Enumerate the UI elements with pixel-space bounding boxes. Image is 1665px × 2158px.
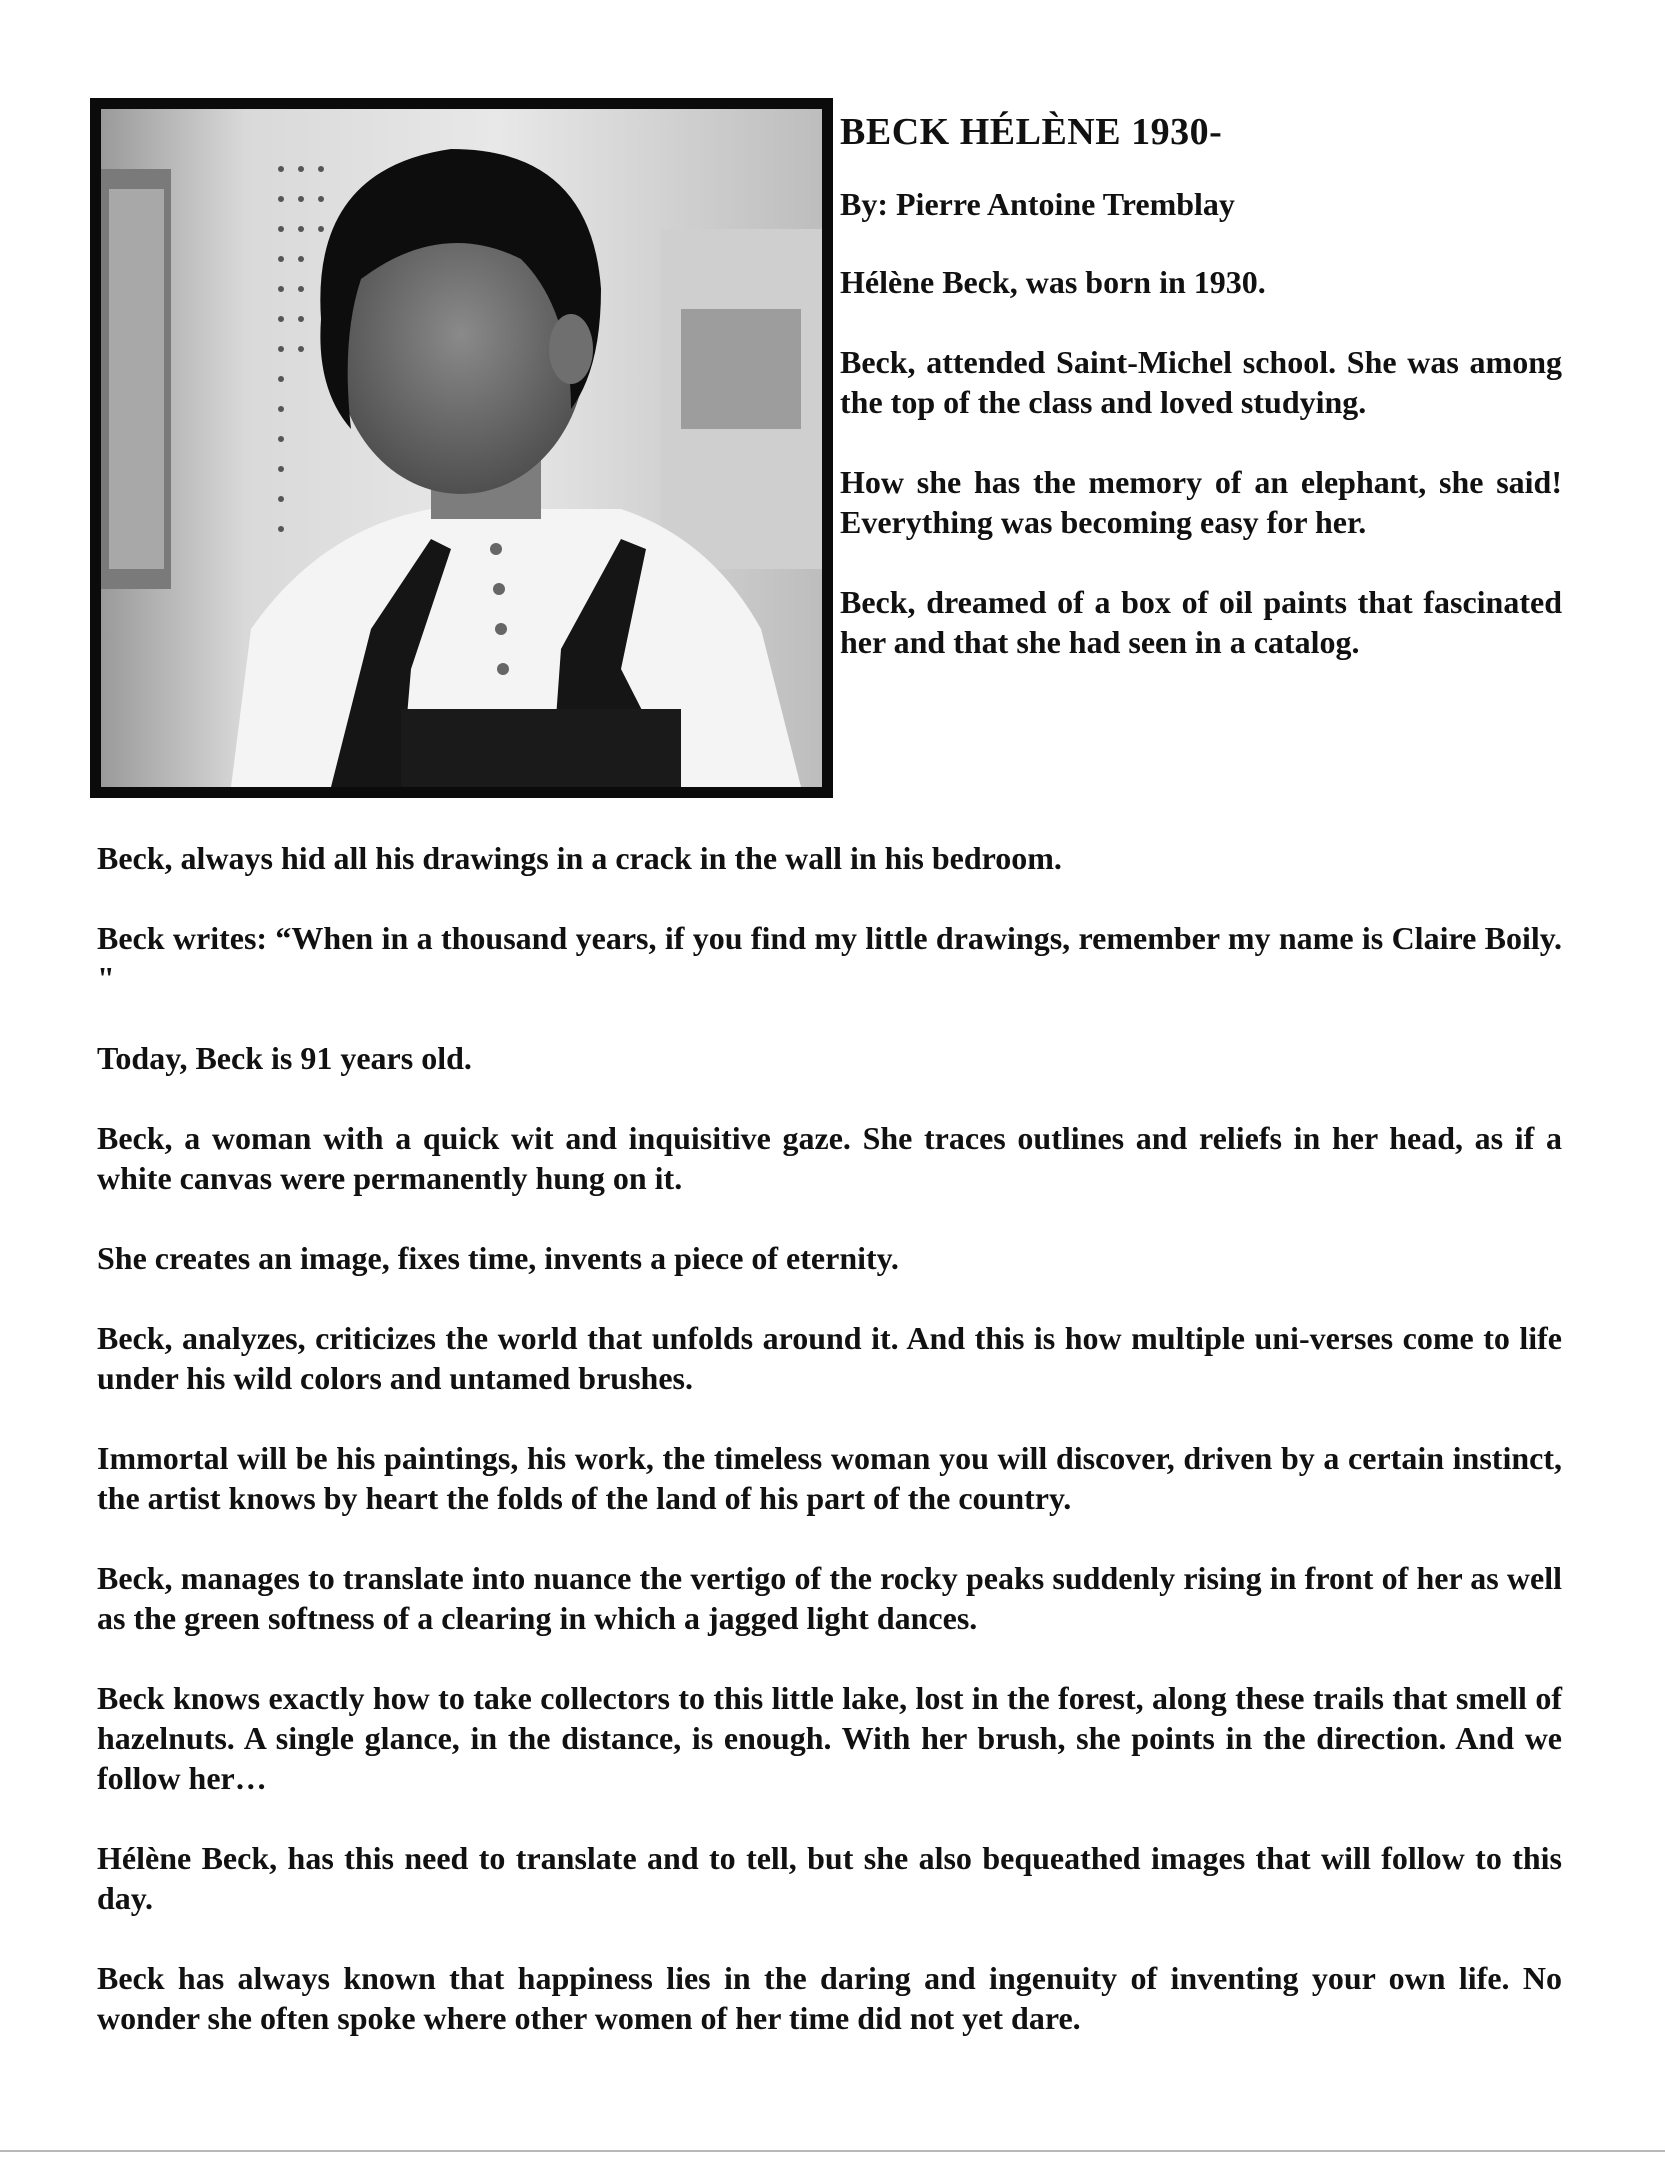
paragraph: Today, Beck is 91 years old. [97,1040,472,1076]
paragraph: Beck, always hid all his drawings in a crack in the wall in his bedroom. [97,840,1062,876]
paragraph: Beck knows exactly how to take collectors to this little lake, lost in the forest, along these trails that smell of hazelnuts. A single glance, in the distance, is enough. With her brush, she points in the direction. And we follow her… [97,1680,1562,1796]
document-title: BECK HÉLÈNE 1930- [840,111,1223,153]
paragraph: Hélène Beck, was born in 1930. [840,264,1266,300]
header-column [840,110,1562,702]
body-text [97,838,1562,2078]
paragraph: Beck writes: “When in a thousand years, if you find my little drawings, remember my name is Claire Boily. " [97,920,1562,996]
paragraph: Beck has always known that happiness lies in the daring and ingenuity of inventing your own life. No wonder she often spoke where other women of her time did not yet dare. [97,1960,1562,2036]
paragraph: Beck, attended Saint-Michel school. She was among the top of the class and loved studying. [840,344,1562,420]
paragraph: Beck, analyzes, criticizes the world that unfolds around it. And this is how multiple uni-verses come to life under his wild colors and untamed brushes. [97,1320,1562,1396]
portrait-image-icon [101,109,822,787]
author-byline: By: Pierre Antoine Tremblay [840,186,1235,222]
paragraph: She creates an image, fixes time, invents a piece of eternity. [97,1240,899,1276]
page-bottom-edge [0,2150,1665,2152]
paragraph: How she has the memory of an elephant, she said! Everything was becoming easy for her. [840,464,1562,540]
paragraph: Hélène Beck, has this need to translate and to tell, but she also bequeathed images that will follow to this day. [97,1840,1562,1916]
paragraph: Beck, manages to translate into nuance the vertigo of the rocky peaks suddenly rising in front of her as well as the green softness of a clearing in which a jagged light dances. [97,1560,1562,1636]
portrait-photo [90,98,833,798]
paragraph: Beck, dreamed of a box of oil paints that fascinated her and that she had seen in a catalog. [840,584,1562,660]
paragraph: Immortal will be his paintings, his work, the timeless woman you will discover, driven by a certain instinct, the artist knows by heart the folds of the land of his part of the country. [97,1440,1562,1516]
paragraph: Beck, a woman with a quick wit and inquisitive gaze. She traces outlines and reliefs in her head, as if a white canvas were permanently hung on it. [97,1120,1562,1196]
